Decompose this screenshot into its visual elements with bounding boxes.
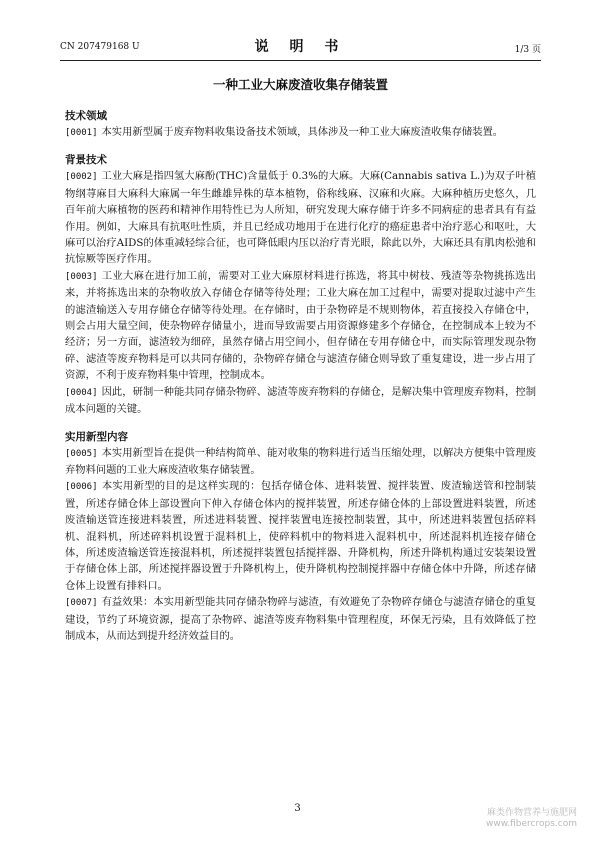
paragraph-number: [0002] — [65, 172, 98, 183]
paragraph-text: 本实用新型旨在提供一种结构简单、能对收集的物料进行适当压缩处理，以解决方便集中管理废弃物料问题的工业大麻废渣收集存储装置。 — [65, 446, 536, 476]
page-number: 3 — [294, 803, 301, 814]
section-technical-field — [65, 108, 536, 141]
paragraph — [65, 594, 536, 644]
section-heading: 背景技术 — [65, 154, 107, 167]
paragraph-number: [0001] — [65, 128, 98, 138]
paragraph-text: 有益效果：本实用新型能共同存储杂物碎与滤渣，有效避免了杂物碎存储仓与滤渣存储仓的重复建设，节约了环境资源，提高了杂物碎、滤渣等废弃物料集中管理程度，环保无污染，且有效降低了控制成本，从而达到提升经济效益目的。 — [65, 596, 536, 642]
paragraph — [65, 168, 536, 267]
watermark-site-name: 麻类作物营养与施肥网 — [486, 808, 577, 818]
paragraph-number: [0007] — [65, 598, 98, 609]
paragraph — [65, 268, 536, 384]
document-title: 一种工业大麻废渣收集存储装置 — [212, 77, 388, 92]
paragraph-number: [0003] — [65, 271, 98, 282]
section-heading: 技术领域 — [65, 110, 107, 122]
section-utility-content — [65, 429, 536, 645]
paragraph — [65, 445, 536, 479]
paragraph — [65, 478, 536, 594]
document-type: 说 明 书 — [254, 39, 347, 55]
paragraph-number: [0004] — [65, 387, 98, 398]
paragraph-text: 因此，研制一种能共同存储杂物碎、滤渣等废弃物料的存储仓，是解决集中管理废弃物料，控制成本问题的关键。 — [65, 385, 536, 416]
paragraph-text: 工业大麻是指四氢大麻酚(THC)含量低于 0.3%的大麻。大麻(Cannabis sativa L.)为双子叶植物纲荨麻目大麻科大麻属一年生雌雄异株的草本植物，俗称线麻、汉麻和火麻。大麻种植历史悠久，几百年前大麻植物的医药和精神作用特性已为人所知，研究发现大麻存储于许多不同病症的患者具有有益作用。例如，大麻具有抗呕吐性质，并且已经成功地用于在进行化疗的癌症患者中治疗恶心和呕吐，大麻可以治疗AIDS的体重减轻综合征，也可降低眼内压以治疗青光眼，除此以外，大麻还具有肌肉松弛和抗惊厥等医疗作用。 — [65, 170, 536, 266]
document-body — [65, 108, 536, 644]
paragraph-text: 工业大麻在进行加工前，需要对工业大麻原材料进行拣选，将其中树枝、残渣等杂物挑拣选出来，并将拣选出来的杂物收放入存储仓存储等待处理；工业大麻在加工过程中，需要对提取过滤中产生的滤渣输送入专用存储仓存储等待处理。在存储时，由于杂物碎是不规则物体，若直接投入存储仓中，则会占用大量空间，使杂物碎存储量小，进而导致需要占用资源修建多个存储仓，在控制成本上较为不经济；另一方面，滤渣较为细碎，虽然存储占用空间小，但存储在专用存储仓中，而实际管理发现杂物碎、滤渣等废弃物料是可以共同存储的，杂物碎存储仓与滤渣存储仓则导致了重复建设，进一步占用了资源，不利于废弃物料集中管理，控制成本。 — [65, 269, 536, 382]
section-heading: 实用新型内容 — [65, 430, 128, 443]
paragraph-text: 本实用新型的目的是这样实现的：包括存储仓体、进料装置、搅拌装置、废渣输送管和控制装置，所述存储仓体上部设置向下伸入存储仓体内的搅拌装置，所述存储仓体的上部设置进料装置，所述废渣输送管连接进料装置，所述进料装置、搅拌装置电连接控制装置，其中，所述进料装置包括碎料机、混料机，所述碎料机设置于混料机上，使碎料机中的物料进入混料机中，所述混料机连接存储仓体，所述废渣输送管连接混料机，所述搅拌装置包括搅拌器、升降机构，所述升降机构通过安装架设置于存储仓体上部，所述搅拌器设置于升降机构上，使升降机构控制搅拌器中存储仓体中升降，所述存储仓体上设置有排料口。 — [65, 480, 536, 592]
paragraph — [65, 384, 536, 418]
paragraph-text: 本实用新型属于废弃物料收集设备技术领域，具体涉及一种工业大麻废渣收集存储装置。 — [101, 126, 504, 138]
paragraph — [65, 124, 536, 141]
page-header — [60, 36, 541, 56]
watermark-url: www.fibercrops.com — [486, 819, 577, 829]
page-indicator: 1/3 页 — [514, 45, 541, 55]
section-background — [65, 152, 536, 417]
paragraph-number: [0005] — [65, 448, 98, 459]
header-divider — [60, 60, 541, 61]
paragraph-number: [0006] — [65, 482, 98, 493]
publication-number: CN 207479168 U — [60, 42, 140, 52]
watermark — [417, 808, 577, 830]
